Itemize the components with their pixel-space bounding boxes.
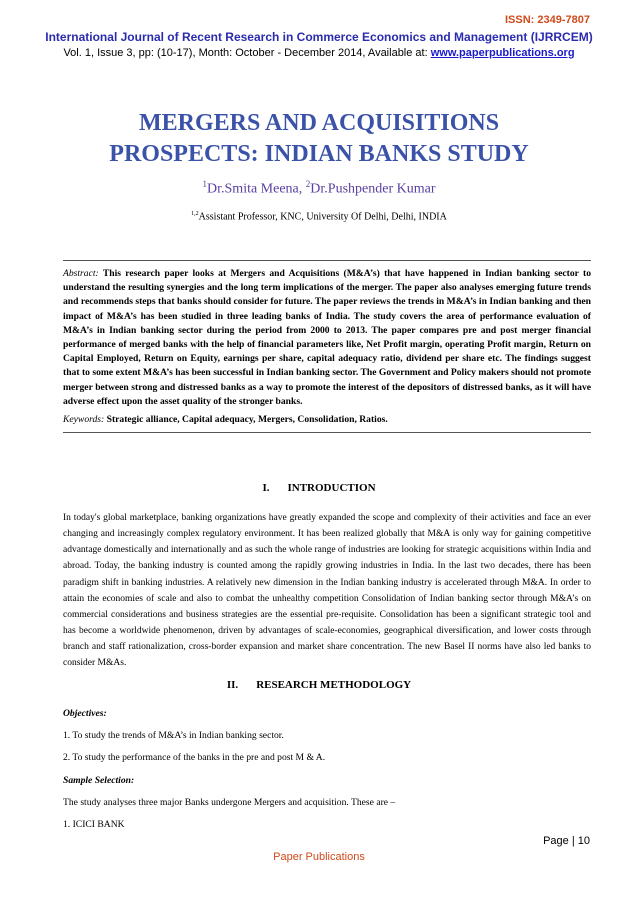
abstract-label: Abstract: xyxy=(63,268,99,279)
sample-selection-text: The study analyses three major Banks undergone Mergers and acquisition. These are – xyxy=(63,797,396,808)
author1-sup: 1 xyxy=(202,179,208,189)
affiliation-text: Assistant Professor, KNC, University Of Delhi, Delhi, INDIA xyxy=(198,211,447,223)
section-2-title: RESEARCH METHODOLOGY xyxy=(256,679,412,691)
publisher-footer: Paper Publications xyxy=(273,851,365,863)
keywords xyxy=(63,414,591,425)
objectives-label: Objectives: xyxy=(63,708,107,719)
abstract xyxy=(63,267,591,409)
section-heading-research-methodology xyxy=(0,679,638,691)
volume-text: Vol. 1, Issue 3, pp: (10-17), Month: October - December 2014, Available at: xyxy=(63,47,431,59)
title-line-2: PROSPECTS: INDIAN BANKS STUDY xyxy=(109,141,529,167)
abstract-top-rule xyxy=(63,260,591,261)
issn-label: ISSN: 2349-7807 xyxy=(505,14,590,26)
page-number: Page | 10 xyxy=(543,835,590,847)
introduction-body: In today's global marketplace, banking organizations have greatly expanded the scope and complexity of their activities and face an ever changing and increasingly complex regulatory environment. It has been realized globally that M&A is only way for gaining competitive advantage domestically and internationally and as such the whole range of industries are looking for strategic acquisitions within India and abroad. Today, the banking industry is counted among the rapidly growing industries in India. In the last two decades, there has been paradigm shift in banking industries. A relatively new dimension in the Indian banking industry is accelerated through M&A. In order to attain the economies of scale and also to combat the unhealthy competition Consolidation of Indian banking sector through M&A’s on commercial considerations and business strategies are the essential pre-requisite. Consolidation has been a significant strategic tool and has become a worldwide phenomenon, driven by advantages of scale-economies, geographical diversification, and lower costs through branch and staff rationalization, cross-border expansion and market share concentration. The new Basel II norms have also led banks to consider M&As. xyxy=(63,513,591,669)
section-1-number: I. xyxy=(262,482,270,494)
objective-1: 1. To study the trends of M&A’s in Indian banking sector. xyxy=(63,730,284,741)
section-1-title: INTRODUCTION xyxy=(287,482,376,494)
author2-sup: 2 xyxy=(305,179,311,189)
journal-title: International Journal of Recent Research in Commerce Economics and Management (IJRRCEM) xyxy=(45,30,593,44)
title-line-1: MERGERS AND ACQUISITIONS xyxy=(138,110,500,136)
affiliation-sup: 1,2 xyxy=(191,211,199,217)
keywords-text: Strategic alliance, Capital adequacy, Mergers, Consolidation, Ratios. xyxy=(106,414,388,425)
abstract-text: This research paper looks at Mergers and Acquisitions (M&A’s) that have happened in Indian banking sector to understand the resulting synergies and the long term implications of the merger. The paper also analyses emerging future trends and recommends steps that banks should consider for future. The paper reviews the trends in M&A’s in Indian banking and then impact of M&A’s has been studied in three leading banks of India. The study covers the area of performance evaluation of M&A’s in Indian banking sector during the period from 2000 to 2013. The paper compares pre and post merger financial performance of merged banks with the help of financial parameters like, Net Profit margin, operating Profit margin, Return on Capital Employed, Return on Equity, earnings per share, capital adequacy ratio, dividend per share etc. The findings suggest that to some extent M&A’s has been successful in Indian banking sector. The Government and Policy makers should not promote merger between strong and distressed banks as a way to promote the interest of the depositors of distressed banks, as it will have adverse effect upon the asset quality of the stronger banks. xyxy=(63,268,592,407)
section-heading-introduction xyxy=(0,482,638,494)
sample-selection-label: Sample Selection: xyxy=(63,775,135,786)
section-2-number: II. xyxy=(226,679,239,691)
keywords-label: Keywords: xyxy=(63,414,105,425)
bank-list-item-1: 1. ICICI BANK xyxy=(63,819,125,830)
paper-title xyxy=(0,108,638,170)
abstract-bottom-rule xyxy=(63,432,591,433)
author1-name: Dr.Smita Meena, xyxy=(207,181,306,197)
objective-2: 2. To study the performance of the banks in the pre and post M & A. xyxy=(63,752,326,763)
author2-name: Dr.Pushpender Kumar xyxy=(310,181,436,197)
affiliation xyxy=(0,211,638,222)
authors xyxy=(0,179,638,198)
volume-info xyxy=(0,47,638,59)
journal-website-link[interactable]: www.paperpublications.org xyxy=(430,47,575,59)
